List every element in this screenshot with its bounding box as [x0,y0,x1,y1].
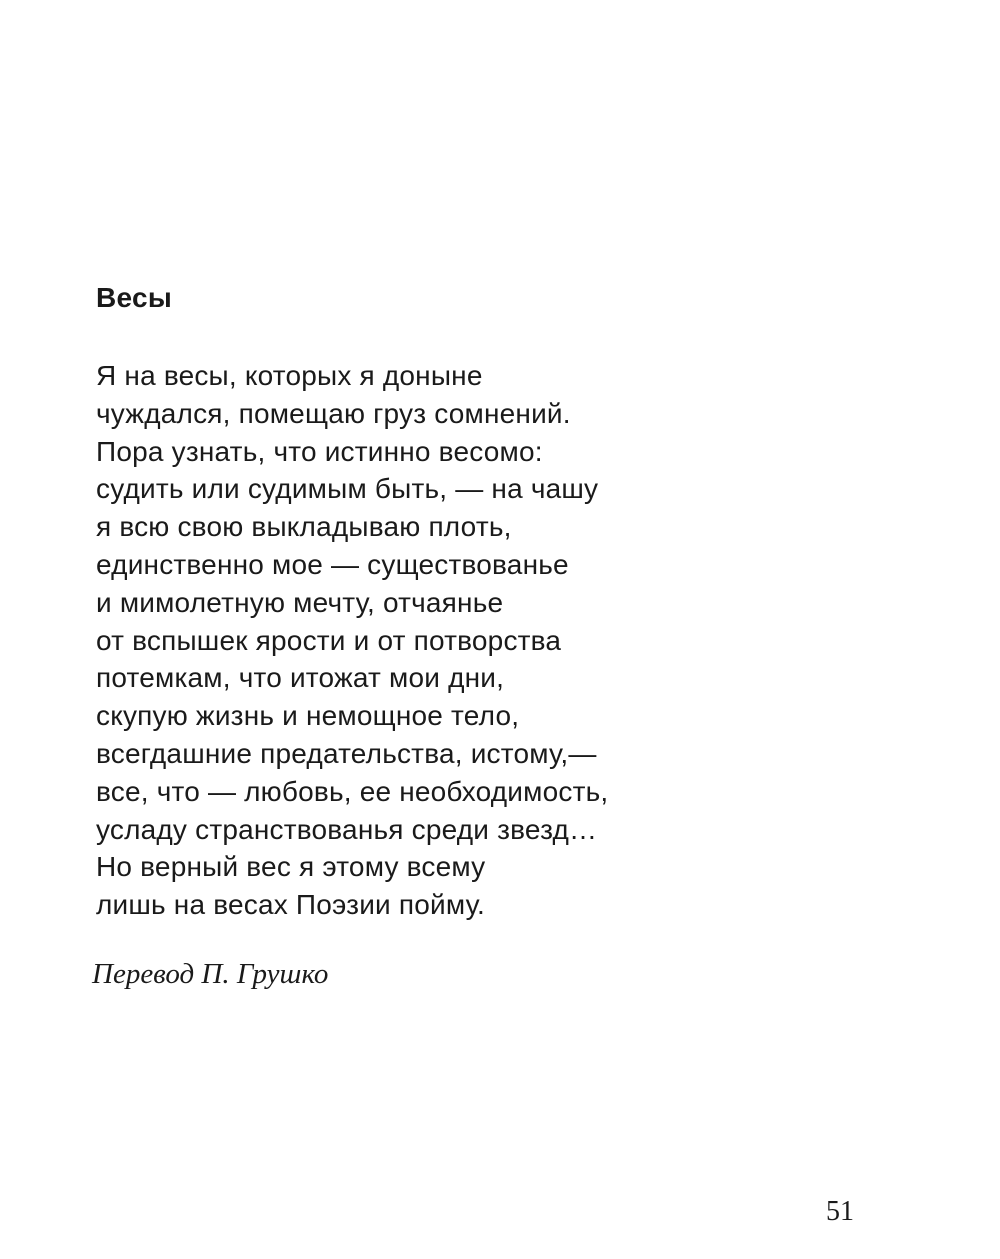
poem-line: единственно мое — существованье [96,548,569,580]
poem-line: Я на весы, которых я доныне [96,360,483,391]
poem-line: лишь на весах Поэзии пойму. [96,889,485,921]
poem-line: судить или судимым быть, — на чашу [96,473,599,505]
poem-line: Пора узнать, что истинно весомо: [96,435,543,467]
poem-line: чуждался, помещаю груз сомнений. [96,397,571,429]
poem-line: всегдашние предательства, истому,— [96,737,597,769]
poem-line: и мимолетную мечту, отчаянье [96,586,504,618]
page-number: 51 [826,1196,854,1227]
poem-body [96,357,608,924]
translator-credit: Перевод П. Грушко [92,958,329,990]
poem-line: усладу странствованья среди звезд… [96,813,598,845]
poem-line: скупую жизнь и немощное тело, [96,700,520,732]
poem-line: Но верный вес я этому всему [96,851,486,883]
poem-line: все, что — любовь, ее необходимость, [96,775,609,807]
poem-title: Весы [96,282,173,313]
poem-line: потемкам, что итожат мои дни, [96,662,505,694]
poem-line: я всю свою выкладываю плоть, [96,511,512,543]
poem-line: от вспышек ярости и от потворства [96,624,562,656]
